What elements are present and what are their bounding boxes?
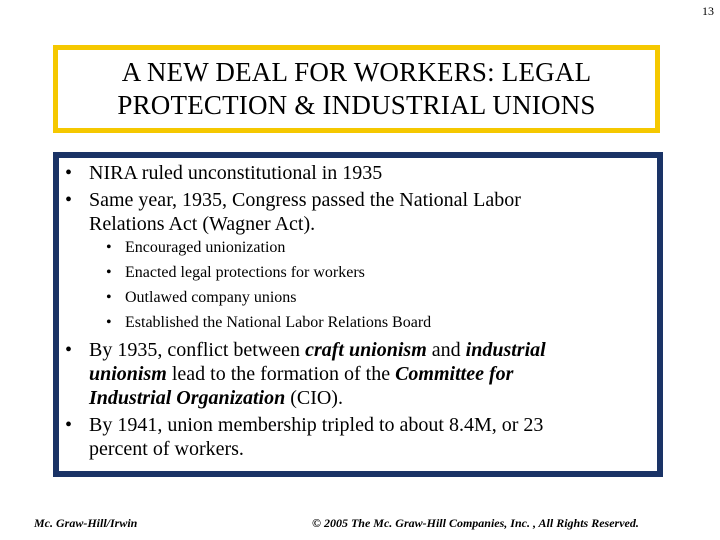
bullet-text: NIRA ruled unconstitutional in 1935 bbox=[89, 162, 383, 184]
sub-bullet-dot: • bbox=[106, 314, 112, 331]
emphasis-craft-unionism: craft unionism bbox=[305, 339, 427, 361]
emphasis-industrial: industrial bbox=[465, 339, 546, 361]
bullet-text-line-2: percent of workers. bbox=[89, 438, 244, 460]
bullet-text bbox=[89, 413, 649, 461]
bullet-text bbox=[89, 188, 649, 236]
slide-title-line-2: PROTECTION & INDUSTRIAL UNIONS bbox=[117, 90, 596, 120]
bullet-text-part: By 1935, conflict between bbox=[89, 339, 306, 361]
content-box bbox=[53, 152, 663, 477]
sub-bullet-dot: • bbox=[106, 289, 112, 306]
bullet-text-part: and bbox=[426, 339, 466, 361]
slide-title-line-1: A NEW DEAL FOR WORKERS: LEGAL bbox=[121, 57, 592, 87]
sub-bullet-dot: • bbox=[106, 264, 112, 281]
bullet-text-part: (CIO). bbox=[285, 387, 343, 409]
footer-publisher: Mc. Graw-Hill/Irwin bbox=[34, 516, 138, 530]
emphasis-industrial-organization: Industrial Organization bbox=[89, 387, 286, 409]
bullet-text-line-1: Same year, 1935, Congress passed the National Labor bbox=[89, 189, 521, 211]
bullet-text-part: lead to the formation of the bbox=[166, 363, 396, 385]
bullet-dot: • bbox=[65, 414, 73, 436]
bullet-text bbox=[89, 338, 649, 410]
bullet-text-line-1: By 1941, union membership tripled to about 8.4M, or 23 bbox=[89, 414, 544, 436]
bullet-dot: • bbox=[65, 339, 73, 361]
bullet-dot: • bbox=[65, 162, 73, 184]
sub-bullet-dot: • bbox=[106, 239, 112, 256]
page-number: 13 bbox=[702, 4, 714, 18]
emphasis-unionism: unionism bbox=[89, 363, 167, 385]
sub-bullet-text: Outlawed company unions bbox=[125, 289, 297, 306]
emphasis-committee: Committee for bbox=[395, 363, 514, 385]
sub-bullet-text: Established the National Labor Relations Board bbox=[125, 314, 432, 331]
bullet-text-line-2: Relations Act (Wagner Act). bbox=[89, 213, 316, 235]
slide-title-box bbox=[53, 45, 660, 133]
bullet-dot: • bbox=[65, 189, 73, 211]
sub-bullet-text: Encouraged unionization bbox=[125, 239, 286, 256]
sub-bullet-text: Enacted legal protections for workers bbox=[125, 264, 365, 281]
footer-copyright: © 2005 The Mc. Graw-Hill Companies, Inc. , All Rights Reserved. bbox=[312, 516, 639, 530]
